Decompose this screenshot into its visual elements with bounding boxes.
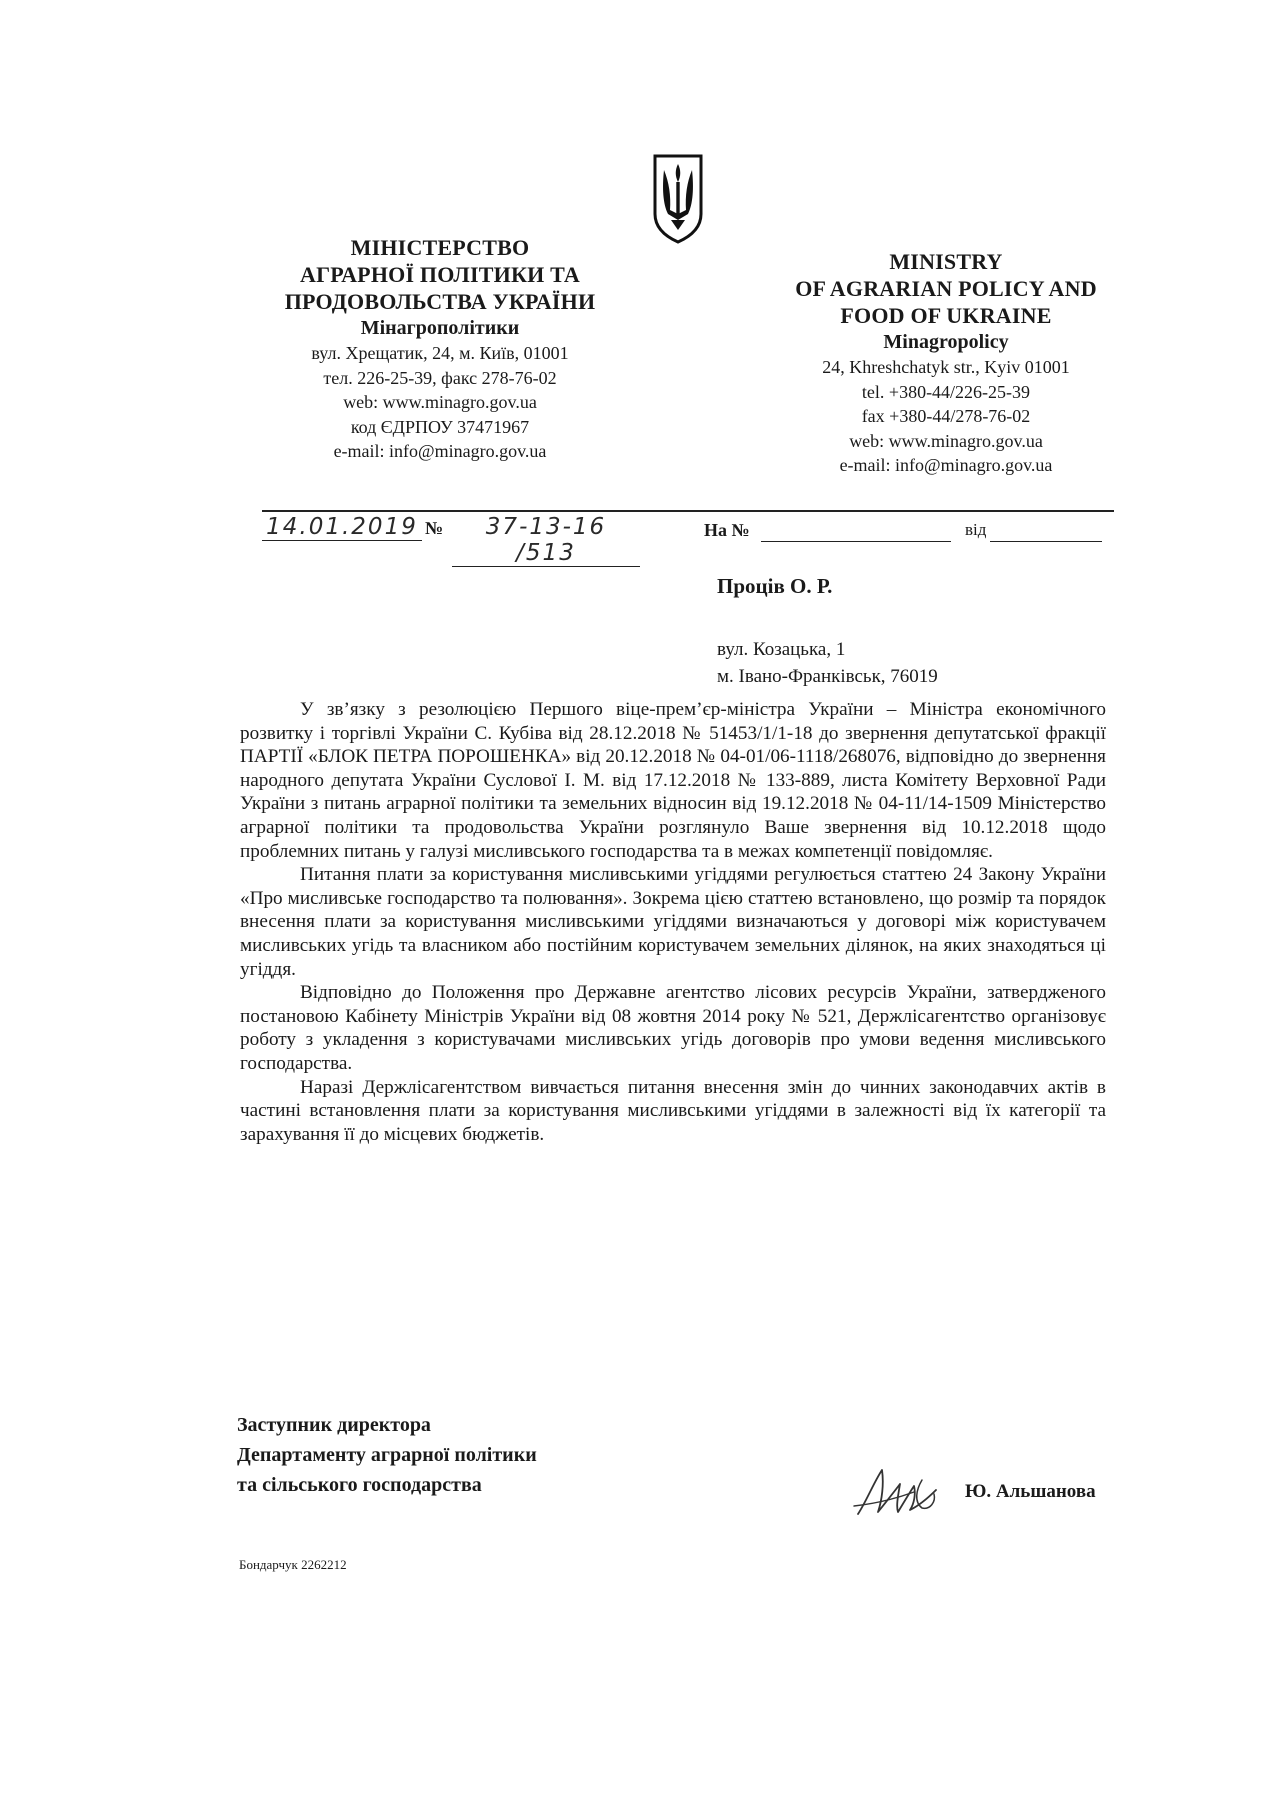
reply-number-blank xyxy=(761,520,951,542)
org-phone: тел. 226-25-39, факс 278-76-02 xyxy=(323,367,557,388)
org-address: вул. Хрещатик, 24, м. Київ, 01001 xyxy=(311,343,569,363)
org-code: код ЄДРПОУ 37471967 xyxy=(350,416,530,437)
org-short-name: Мінагрополітики xyxy=(360,317,520,339)
org-email: e-mail: info@minagro.gov.ua xyxy=(333,441,547,461)
letterhead-en xyxy=(746,248,1146,478)
reply-date-label: від xyxy=(965,520,987,539)
addressee-address xyxy=(717,636,938,690)
org-name-line: MINISTRY xyxy=(889,249,1003,274)
executor-note: Бондарчук 2262212 xyxy=(239,1557,347,1572)
letter-body xyxy=(240,698,1106,1146)
body-paragraph: Питання плати за користування мисливськими угіддями регулюється статтею 24 Закону України «Про мисливське господарство та полювання». Зокрема цією статтею встановлено, що розмір та порядок внесення плати за користування мисливськими угіддями визначаються у договорі між користувачем мисливських угідь та власником або постійним користувачем земельних ділянок, на яких знаходяться ці угіддя. xyxy=(240,864,1106,980)
reply-number-label: На № xyxy=(704,520,750,540)
org-fax: fax +380-44/278-76-02 xyxy=(861,406,1031,426)
org-email: e-mail: info@minagro.gov.ua xyxy=(839,455,1053,475)
body-paragraph: У зв’язку з резолюцією Першого віце-прем’єр-міністра України – Міністра економічного розвитку і торгівлі України С. Кубіва від 28.12.2018 № 51453/1/1-18 до звернення депутатської фракції ПАРТІЇ «БЛОК ПЕТРА ПОРОШЕНКА» від 20.12.2018 № 04-01/06-1118/268076, відповідно до звернення народного депутата України Суслової І. М. від 17.12.2018 № 133-889, листа Комітету Верховної Ради України з питань аграрної політики та земельних відносин від 19.12.2018 № 04-11/14-1509 Міністерство аграрної політики та продовольства України розглянуло Ваше звернення від 10.12.2018 щодо проблемних питань у галузі мисливського господарства та в межах компетенції повідомляє. xyxy=(240,699,1106,862)
letterhead-ua xyxy=(240,234,640,464)
addressee-street: вул. Козацька, 1 xyxy=(717,639,846,660)
number-sign: № xyxy=(425,518,444,538)
handwritten-signature-icon xyxy=(852,1462,962,1522)
signatory-title-line: Заступник директора xyxy=(237,1414,431,1436)
coat-of-arms-icon xyxy=(651,152,705,244)
addressee-name: Проців О. Р. xyxy=(717,574,833,598)
org-web: web: www.minagro.gov.ua xyxy=(343,392,537,412)
addressee-city: м. Івано-Франківськ, 76019 xyxy=(717,666,938,687)
org-address: 24, Khreshchatyk str., Kyiv 01001 xyxy=(822,357,1070,377)
org-short-name: Minagropolicy xyxy=(883,331,1009,353)
outgoing-date: 14.01.2019 xyxy=(262,514,422,541)
body-paragraph: Наразі Держлісагентством вивчається питання внесення змін до чинних законодавчих актів в частині встановлення плати за користування мисливськими угіддями в залежності від їх категорії та зарахування її до місцевих бюджетів. xyxy=(240,1076,1106,1145)
org-name-line: МІНІСТЕРСТВО xyxy=(350,235,530,260)
registration-line xyxy=(262,512,1122,566)
signatory-title xyxy=(237,1410,537,1500)
signatory-title-line: та сільського господарства xyxy=(237,1474,482,1496)
outgoing-number: 37-13-16 /513 xyxy=(452,514,640,567)
org-phone: tel. +380-44/226-25-39 xyxy=(861,381,1031,402)
signatory-name: Ю. Альшанова xyxy=(965,1481,1096,1502)
org-name-line: АГРАРНОЇ ПОЛІТИКИ ТА xyxy=(299,262,581,287)
signatory-title-line: Департаменту аграрної політики xyxy=(237,1444,537,1466)
org-name-line: FOOD OF UKRAINE xyxy=(840,303,1052,328)
org-name-line: ПРОДОВОЛЬСТВА УКРАЇНИ xyxy=(284,289,596,314)
org-name-line: OF AGRARIAN POLICY AND xyxy=(795,276,1097,301)
body-paragraph: Відповідно до Положення про Державне агентство лісових ресурсів України, затвердженого постановою Кабінету Міністрів України від 08 жовтня 2014 року № 521, Держлісагентство організовує роботу з укладення з користувачами мисливських угідь договорів про умови ведення мисливського господарства. xyxy=(240,982,1106,1074)
reply-date-blank xyxy=(990,520,1102,542)
org-web: web: www.minagro.gov.ua xyxy=(849,430,1043,451)
